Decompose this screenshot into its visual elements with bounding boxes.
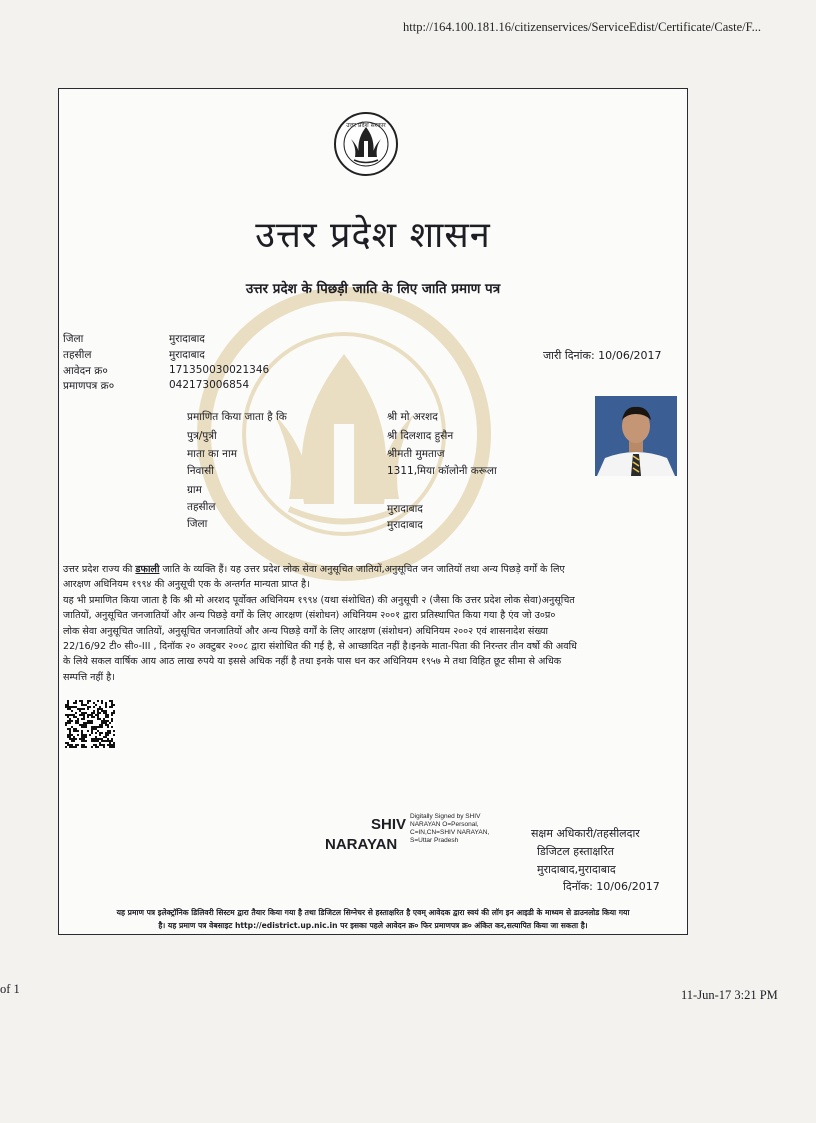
digital-signature-details: Digitally Signed by SHIV NARAYAN O=Personal, C=IN,CN=SHIV NARAYAN, S=Uttar Pradesh — [410, 813, 490, 844]
authority-date: दिनॉक: 10/06/2017 — [563, 880, 660, 893]
field-value-name: श्री मो अरशद — [387, 411, 438, 423]
print-page-count: of 1 — [0, 982, 20, 996]
detail-label-application-no: आवेदन क्र० — [63, 365, 108, 377]
certificate-footer: यह प्रमाण पत्र इलेक्ट्रॉनिक डिलिवरी सिस्टम द्वारा तैयार किया गया है तथा डिजिटल सिग्नेचर से हस्ताक्षरित है एवम् आवेदक द्वारा स्वयं की लॉग इन आइडी के माध्यम से डाउनलोड किया गया है। यह प्रमाण पत्र वेबसाइट http://edistrict.up.nic.in पर इसका पहले आवेदन क्र० फिर प्रमाणपत्र क्र० अंकित कर,सत्यापित किया जा सकता है। — [116, 908, 630, 930]
field-label-resident: निवासी — [187, 465, 214, 477]
detail-value-tehsil: मुरादाबाद — [169, 349, 205, 361]
field-value-mother: श्रीमती मुमताज — [387, 448, 445, 460]
detail-value-certificate-no: 042173006854 — [169, 379, 250, 391]
print-datetime: 11-Jun-17 3:21 PM — [681, 988, 778, 1002]
paragraph-line: सम्पत्ति नहीं है। — [63, 671, 115, 683]
applicant-photo — [595, 396, 677, 476]
field-label-mother: माता का नाम — [187, 448, 237, 460]
field-value-tehsil: मुरादाबाद — [387, 503, 423, 515]
paragraph-line: जातियों, अनुसूचित जनजातियों और अन्य पिछड़े वर्गों के लिए आरक्षण (संशोधन) अधिनियम २००१ द्वारा प्रतिस्थापित किया गया है एंव जो उ०प्र० — [63, 610, 556, 622]
field-label-village: ग्राम — [187, 484, 202, 496]
field-label-tehsil: तहसील — [187, 501, 216, 513]
caste-certificate — [58, 88, 688, 935]
paragraph-line: आरक्षण अधिनियम १९९४ की अनुसूची एक के अन्तर्गत मान्यता प्राप्त है। — [63, 579, 310, 591]
certificate-subtitle: उत्तर प्रदेश के पिछड़ी जाति के लिए जाति प्रमाण पत्र — [245, 281, 501, 297]
government-title: उत्तर प्रदेश शासन — [255, 215, 491, 256]
field-value-father: श्री दिलशाद हुसैन — [387, 430, 454, 442]
detail-value-district: मुरादाबाद — [169, 333, 205, 345]
detail-value-application-no: 171350030021346 — [169, 364, 270, 376]
authority-digital-signed: डिजिटल हस्ताक्षरित — [537, 845, 614, 858]
paragraph-first-line: उत्तर प्रदेश राज्य की डफाली जाति के व्यक्ति हैं। यह उत्तर प्रदेश लोक सेवा अनुसूचित जातियों,अनुसूचित जन जातियों तथा अन्य पिछड़े वर्गों के लिए — [63, 564, 565, 575]
paragraph-line: लोक सेवा अनुसूचित जातियों, अनुसूचित जनजातियों और अन्य पिछड़े वर्गों के लिए आरक्षण (संशोधन) अधिनियम २००२ एवं शासनादेश संख्या — [63, 625, 548, 637]
detail-label-district: जिला — [63, 333, 84, 345]
emblem-caption: उत्तर प्रदेश सरकार — [346, 122, 386, 129]
signer-name-line1: SHIV — [371, 816, 407, 833]
detail-label-tehsil: तहसील — [63, 349, 92, 361]
caste-name: डफाली — [135, 564, 160, 575]
paragraph-line: 22/16/92 टी० सी०-III , दिनॉक २० अक्टुबर २००८ द्वारा संशोधित की गई है, से आच्छादित नहीं है।इनके माता-पिता की निरन्तर तीन वर्षो की अवधि — [63, 641, 577, 653]
field-label-certified: प्रमाणित किया जाता है कि — [187, 411, 287, 423]
field-value-district: मुरादाबाद — [387, 519, 423, 531]
field-value-address: 1311,मिया कॉलोनी करूला — [387, 465, 497, 477]
field-label-son-daughter: पुत्र/पुत्री — [187, 430, 217, 442]
field-label-district: जिला — [187, 518, 208, 530]
detail-label-certificate-no: प्रमाणपत्र क्र० — [63, 380, 115, 392]
paragraph-line: यह भी प्रमाणित किया जाता है कि श्री मो अरशद पूर्वोक्त अधिनियम १९९४ (यथा संशोधित) की अनुसूची २ (जैसा कि उत्तर प्रदेश लोक सेवा)अनुसूचित — [63, 594, 575, 606]
paragraph-line: के लिये सकल वार्षिक आय आठ लाख रुपये या इससे अधिक नहीं है तथा इनके पास धन कर अधिनियम १९५७ मे तथा विहित छूट सीमा से अधिक — [63, 656, 562, 668]
issue-date: जारी दिनांक: 10/06/2017 — [543, 349, 662, 362]
authority-location: मुरादाबाद,मुरादाबाद — [537, 863, 616, 876]
print-url: http://164.100.181.16/citizenservices/ServiceEdist/Certificate/Caste/F... — [403, 20, 761, 34]
authority-designation: सक्षम अधिकारी/तहसीलदार — [531, 827, 640, 840]
qr-code-icon — [65, 700, 115, 748]
certificate-text — [63, 562, 683, 685]
signer-name-line2: NARAYAN — [325, 836, 398, 853]
